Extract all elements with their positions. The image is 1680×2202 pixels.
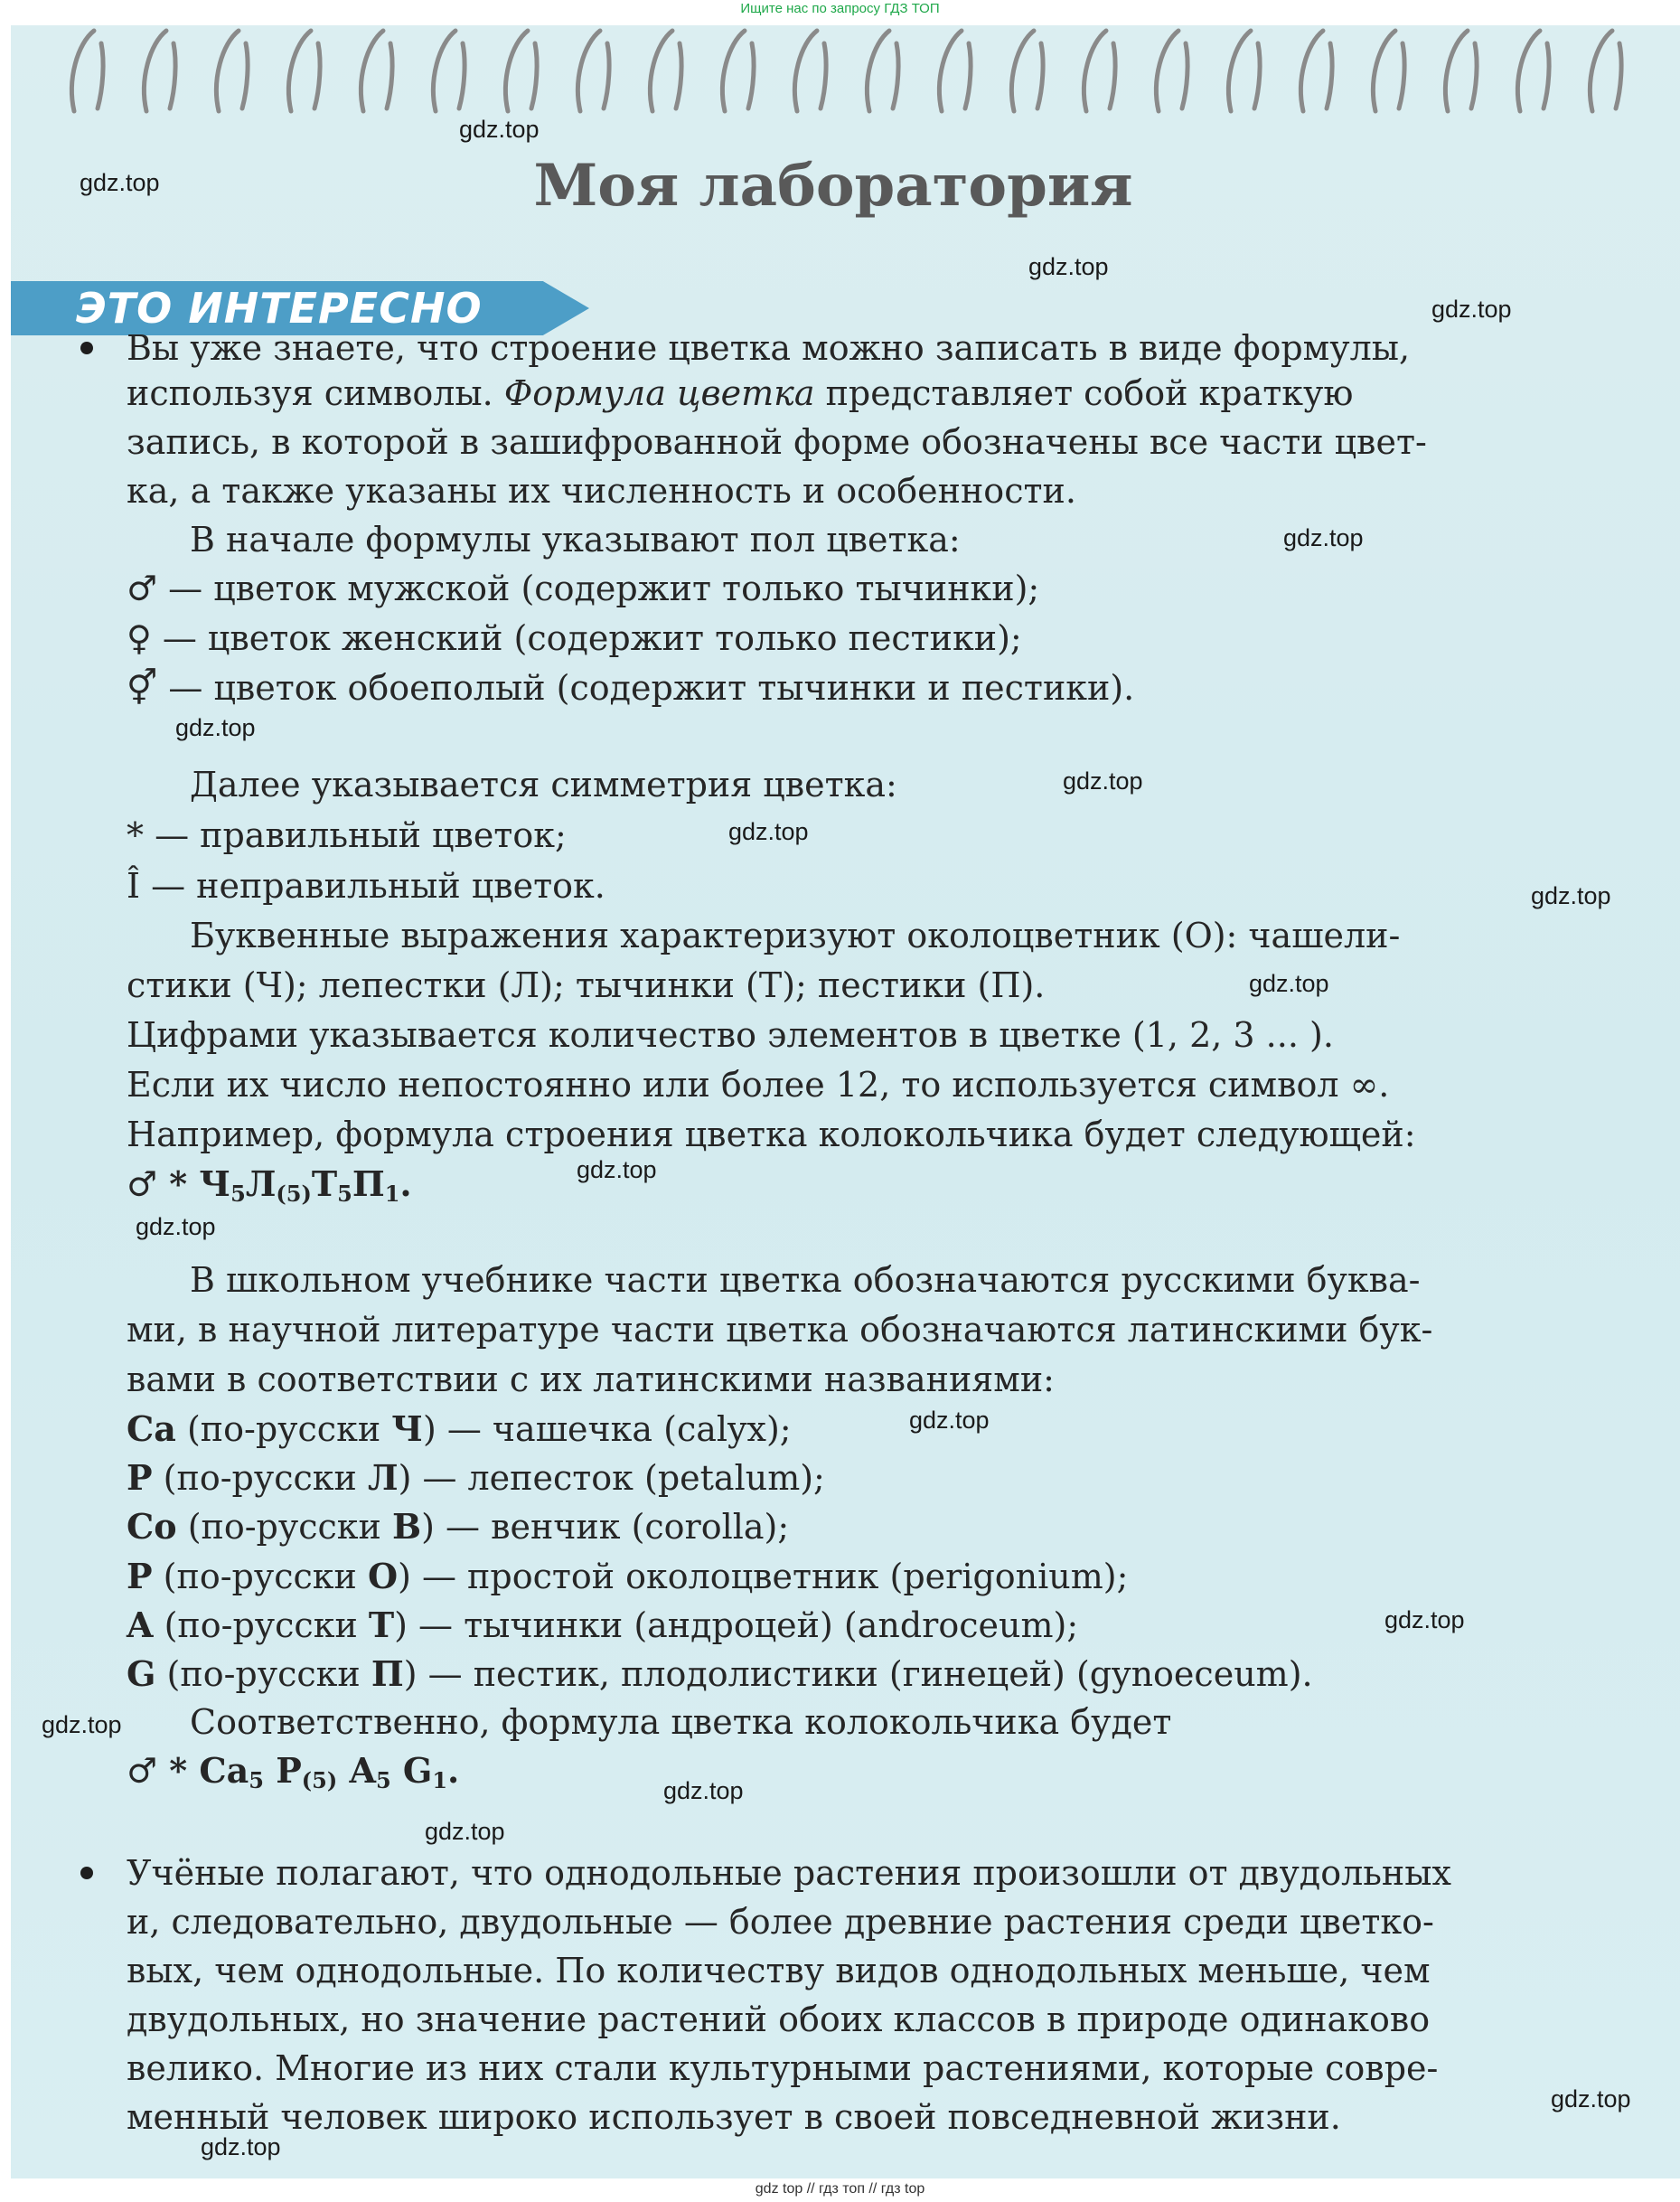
latin-code: Ca (127, 1408, 176, 1449)
formula-end: . (399, 1163, 412, 1204)
formula-sub: 1 (384, 1181, 400, 1207)
latin-rest: ) — пестик, плодолистики (гинецей) (gynoeceum). (403, 1654, 1313, 1694)
latin-rest: ) — венчик (corolla); (421, 1507, 790, 1547)
latin-ru: (по-русски (163, 1557, 368, 1596)
formula-sub: 5 (375, 1767, 391, 1793)
text-line: Если их число непостоянно или более 12, то используется символ ∞. (127, 1065, 1390, 1105)
latin-code: G (127, 1653, 156, 1694)
formula-end: . (447, 1750, 460, 1791)
formula-part: A (337, 1750, 376, 1791)
watermark: gdz.top (1531, 882, 1611, 909)
latin-ru-letter: Ч (391, 1408, 423, 1449)
watermark: gdz.top (425, 1818, 505, 1845)
text-line: запись, в которой в зашифрованной форме обозначены все части цвет- (127, 422, 1427, 462)
latin-line-petalum (127, 1457, 825, 1499)
latin-ru-letter: Л (367, 1457, 399, 1498)
page-title: Моя лаборатория (533, 152, 1133, 220)
watermark: gdz.top (909, 1407, 990, 1434)
latin-ru-letter: О (367, 1556, 399, 1596)
latin-ru: (по-русски (163, 1458, 368, 1498)
latin-ru-letter: Т (368, 1604, 395, 1645)
watermark: gdz.top (1431, 296, 1512, 323)
text-line: ми, в научной литературе части цветка обозначаются латинскими бук- (127, 1310, 1433, 1350)
latin-rest: ) — чашечка (calyx); (422, 1409, 792, 1449)
latin-rest: ) — лепесток (petalum); (398, 1458, 825, 1498)
bullet-icon (80, 1867, 93, 1879)
term-italic: Формула цветка (503, 373, 815, 413)
latin-code: P (127, 1457, 153, 1498)
formula-part: Л (245, 1163, 277, 1204)
formula-sub: 5 (337, 1181, 352, 1207)
text-segment: представляет собой краткую (814, 373, 1354, 413)
text-line (127, 372, 1353, 414)
watermark: gdz.top (1551, 2085, 1631, 2113)
section-label: ЭТО ИНТЕРЕСНО (76, 284, 483, 333)
latin-code: P (127, 1556, 153, 1596)
text-line: менный человек широко использует в своей повседневной жизни. (127, 2097, 1341, 2137)
formula-part: Ч (199, 1163, 231, 1204)
text-line: * — правильный цветок; (127, 815, 567, 855)
spiral-binding (11, 25, 1680, 125)
watermark: gdz.top (1249, 970, 1329, 997)
watermark: gdz.top (1028, 253, 1109, 280)
latin-code: Co (127, 1506, 177, 1547)
text-line: вами в соответствии с их латинскими названиями: (127, 1360, 1055, 1399)
text-line: и, следовательно, двудольные — более древние растения среди цветко- (127, 1902, 1434, 1942)
watermark: gdz.top (1063, 767, 1143, 795)
text-line: ка, а также указаны их численность и особенности. (127, 471, 1076, 511)
watermark: gdz.top (1283, 524, 1364, 551)
latin-line-gynoeceum (127, 1653, 1313, 1695)
formula-latin (127, 1750, 459, 1802)
latin-ru: (по-русски (186, 1409, 392, 1449)
text-line: вых, чем однодольные. По количеству видов однодольных меньше, чем (127, 1951, 1431, 1990)
text-line: Цифрами указывается количество элементов в цветке (1, 2, 3 ... ). (127, 1015, 1334, 1055)
bisexual-symbol-line: ⚥ — цветок обоеполый (содержит тычинки и пестики). (127, 668, 1135, 708)
latin-rest: ) — простой околоцветник (perigonium); (398, 1557, 1129, 1596)
latin-ru-letter: П (371, 1653, 404, 1694)
formula-part: Т (311, 1163, 338, 1204)
latin-ru: (по-русски (166, 1654, 371, 1694)
watermark: gdz.top (663, 1777, 744, 1804)
latin-line-corolla (127, 1506, 789, 1548)
watermark: gdz.top (42, 1711, 122, 1738)
watermark: gdz.top (459, 116, 540, 143)
latin-code: A (127, 1604, 154, 1645)
female-symbol-line: ♀ — цветок женский (содержит только пестики); (127, 618, 1022, 658)
text-line: В начале формулы указывают пол цветка: (190, 520, 961, 560)
formula-part: P (263, 1750, 302, 1791)
formula-sub: 1 (432, 1767, 448, 1793)
formula-sub: (5) (276, 1181, 312, 1207)
text-line: Далее указывается симметрия цветка: (190, 765, 897, 805)
watermark: gdz.top (201, 2133, 281, 2160)
text-line: Буквенные выражения характеризуют околоцветник (О): чашели- (190, 916, 1401, 955)
text-line: велико. Многие из них стали культурными растениями, которые совре- (127, 2048, 1439, 2088)
latin-line-androceum (127, 1604, 1078, 1646)
latin-ru-letter: В (391, 1506, 422, 1547)
watermark: gdz.top (80, 169, 160, 196)
text-line: стики (Ч); лепестки (Л); тычинки (Т); пестики (П). (127, 965, 1046, 1005)
footer-text[interactable]: gdz top // гдз топ // гдз top (755, 2181, 925, 2197)
latin-line-calyx (127, 1408, 792, 1450)
watermark: gdz.top (175, 714, 256, 741)
latin-ru: (по-русски (187, 1507, 392, 1547)
formula-part: П (352, 1163, 385, 1204)
text-line: Учёные полагают, что однодольные растения произошли от двудольных (127, 1853, 1451, 1893)
formula-part: Ca (199, 1750, 249, 1791)
text-line: Вы уже знаете, что строение цветка можно записать в виде формулы, (127, 328, 1411, 368)
watermark: gdz.top (136, 1213, 216, 1240)
male-symbol-line: ♂ — цветок мужской (содержит только тычинки); (127, 569, 1040, 608)
formula-sub: 5 (249, 1767, 264, 1793)
formula-russian (127, 1163, 412, 1215)
watermark: gdz.top (728, 818, 809, 845)
watermark: gdz.top (1384, 1606, 1465, 1633)
text-line: В школьном учебнике части цветка обозначаются русскими буква- (190, 1260, 1421, 1300)
formula-sub: (5) (301, 1767, 338, 1793)
text-line: двудольных, но значение растений обоих классов в природе одинаково (127, 2000, 1431, 2039)
bullet-icon (80, 342, 93, 354)
latin-ru: (по-русски (164, 1605, 369, 1645)
text-segment: используя символы. (127, 373, 504, 413)
top-banner[interactable]: Ищите нас по запросу ГДЗ ТОП (740, 1, 940, 16)
formula-sub: 5 (230, 1181, 246, 1207)
latin-rest: ) — тычинки (андроцей) (androceum); (394, 1605, 1079, 1645)
formula-part: G (390, 1750, 433, 1791)
text-line: Î — неправильный цветок. (127, 866, 605, 906)
latin-line-perigonium (127, 1556, 1128, 1597)
text-line: Например, формула строения цветка колокольчика будет следующей: (127, 1115, 1416, 1154)
formula-prefix: ♂ * (127, 1163, 200, 1204)
text-line: Соответственно, формула цветка колокольчика будет (190, 1702, 1172, 1742)
watermark: gdz.top (577, 1156, 657, 1183)
formula-prefix: ♂ * (127, 1750, 200, 1791)
